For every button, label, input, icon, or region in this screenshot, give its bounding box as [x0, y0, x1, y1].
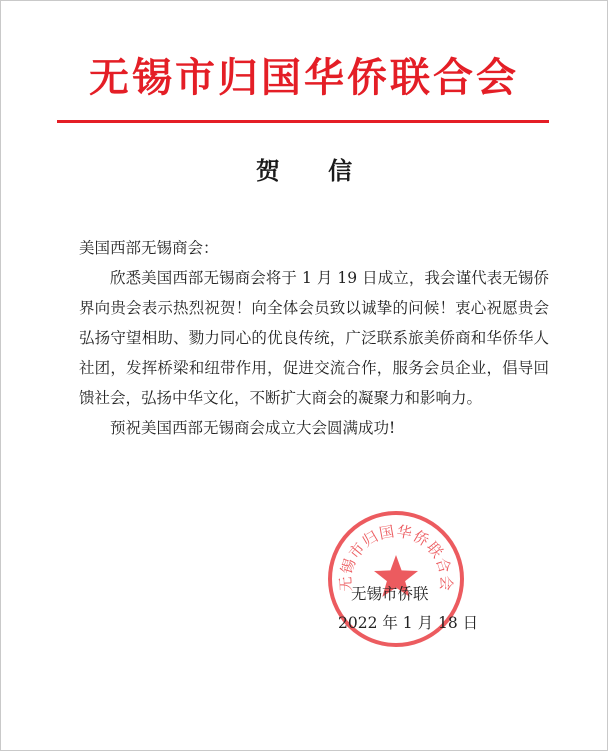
salutation: 美国西部无锡商会： [79, 239, 219, 257]
letter-body [79, 233, 549, 443]
document-title: 贺 信 [255, 156, 373, 185]
body-paragraph-2: 预祝美国西部无锡商会成立大会圆满成功! [110, 419, 396, 437]
letterhead-title: 无锡市归国华侨联合会 [89, 54, 519, 101]
letterhead-divider [57, 120, 549, 123]
seal-text: 无锡市归国华侨联合会 [336, 522, 456, 592]
signature-org: 无锡市侨联 [351, 585, 429, 603]
body-paragraph-1: 欣悉美国西部无锡商会将于 1 月 19 日成立，我会谨代表无锡侨界向贵会表示热烈祝贺！向全体会员致以诚挚的问候！衷心祝愿贵会弘扬守望相助、勠力同心的优良传统，广泛联系旅美侨商和华侨华人社团，发挥桥梁和纽带作用，促进交流合作，服务会员企业，倡导回馈社会，弘扬中华文化，不断扩大商会的凝聚力和影响力。 [79, 269, 549, 407]
signature-date: 2022 年 1 月 18 日 [338, 614, 479, 632]
